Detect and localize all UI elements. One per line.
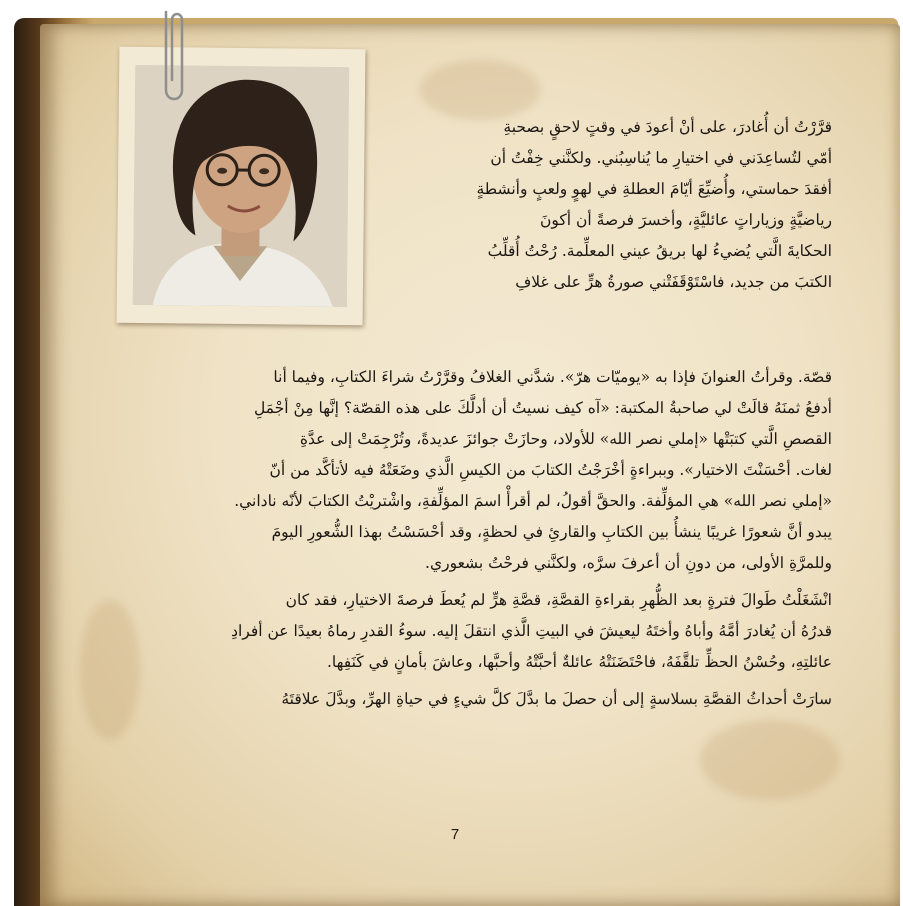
text-line: رياضيَّةٍ وزياراتٍ عائليَّةٍ، وأخسرَ فرصةً أن أكونَ [540,211,832,229]
paragraph-reading-story [102,585,832,678]
page-number: 7 [450,826,460,843]
text-line: وللمرَّةِ الأولى، من دونِ أن أعرفَ سرَّه، ولكنَّني فرحْتُ بشعوري. [425,554,832,572]
text-line: أفقدَ حماستي، وأُضيِّعَ أيّامَ العطلةِ في لهوٍ ولعبٍ وأنشطةٍ [476,180,832,198]
text-line: «إملي نصر الله» هي المؤلِّفة. والحقَّ أقولُ، لم أقرأْ اسمَ المؤلِّفةِ، واشْتريْتُ الكتابَ لأنّه ناداني. [234,492,832,510]
text-line: عائلتِهِ، وحُسْنُ الحظِّ تلقَّفَهُ، فاحْتَضَنَتْهُ عائلةٌ أحبَّتْهُ وأحبَّها، وعاشَ بأمانٍ في كَنَفِها. [326,653,832,671]
text-line: سارَتْ أحداثُ القصَّةِ بسلاسةٍ إلى أن حصلَ ما بدَّلَ كلَّ شيءٍ في حياةِ الهرِّ، وبدَّلَ علاقتَهُ [281,690,832,708]
photo-frame [117,47,366,326]
paragraph-story-events [102,684,832,715]
text-line: قصّة. وقرأتُ العنوانَ فإذا به «يوميّات هرّ». شدَّني الغلافُ وقرَّرْتُ شراءَ الكتابِ، وفيما أنا [273,368,832,386]
text-line: لغات. أحْسَنْتَ الاختيار». وببراءةٍ أخْرَجْتُ الكتابَ من الكيسِ الَّذي وضَعَتْهُ فيه لأتأكَّد من أنّ [269,461,832,479]
text-line: الكتبَ من جديد، فاسْتَوْقَفَتْني صورةُ هرٍّ على غلافِ [515,273,832,291]
text-line: قدرُهُ أن يُغادرَ أمَّهُ وأباهُ وأختَهُ ليعيشَ في البيتِ الَّذي انتقلَ إليه. سوءُ القدرِ رماهُ بعيدًا عن أفرادِ [231,622,832,640]
text-line: قرَّرْتُ أن أُغادرَ، على أنْ أعودَ في وقتٍ لاحقٍ بصحبةِ [503,118,832,136]
text-line: القصصِ الَّتي كتبَتْها «إملي نصر الله» للأولاد، وحازَتْ جوائزَ عديدةً، وتُرْجِمَتْ إلى عدَّةِ [299,430,832,448]
paperclip-icon [158,10,188,110]
text-line: أمّي لتُساعِدَني في اختيارِ ما يُناسِبُني. ولكنَّني خِفْتُ أن [490,149,832,167]
intro-paragraph [372,112,832,298]
paper-stain [420,60,540,120]
text-line: يبدو أنَّ شعورًا غريبًا ينشأُ بين الكتابِ والقارئِ في لحظةٍ، وقد أحْسَسْتُ بهذا الشُّعورِ اليومَ [271,523,832,541]
paper-stain [700,720,840,800]
body-text [102,362,832,715]
text-line: الحكايةَ الَّتي يُضيءُ لها بريقُ عيني المعلِّمة. رُحْتُ أُقلِّبُ [487,242,832,260]
text-line: انْشَغَلْتُ طَوالَ فترةٍ بعد الظُّهرِ بقراءةِ القصَّةِ، قصَّةِ هرٍّ لم يُعطَ فرصةَ الاختيارِ، فقد كان [285,591,832,609]
text-line: أدفعُ ثمنَهُ قالَتْ لي صاحبةُ المكتبة: «آه كيف نسيتُ أن أدلَّكَ على هذه القصّة؟ إنَّها مِنْ أجْمَلِ [253,399,832,417]
paragraph-book-purchase [102,362,832,579]
